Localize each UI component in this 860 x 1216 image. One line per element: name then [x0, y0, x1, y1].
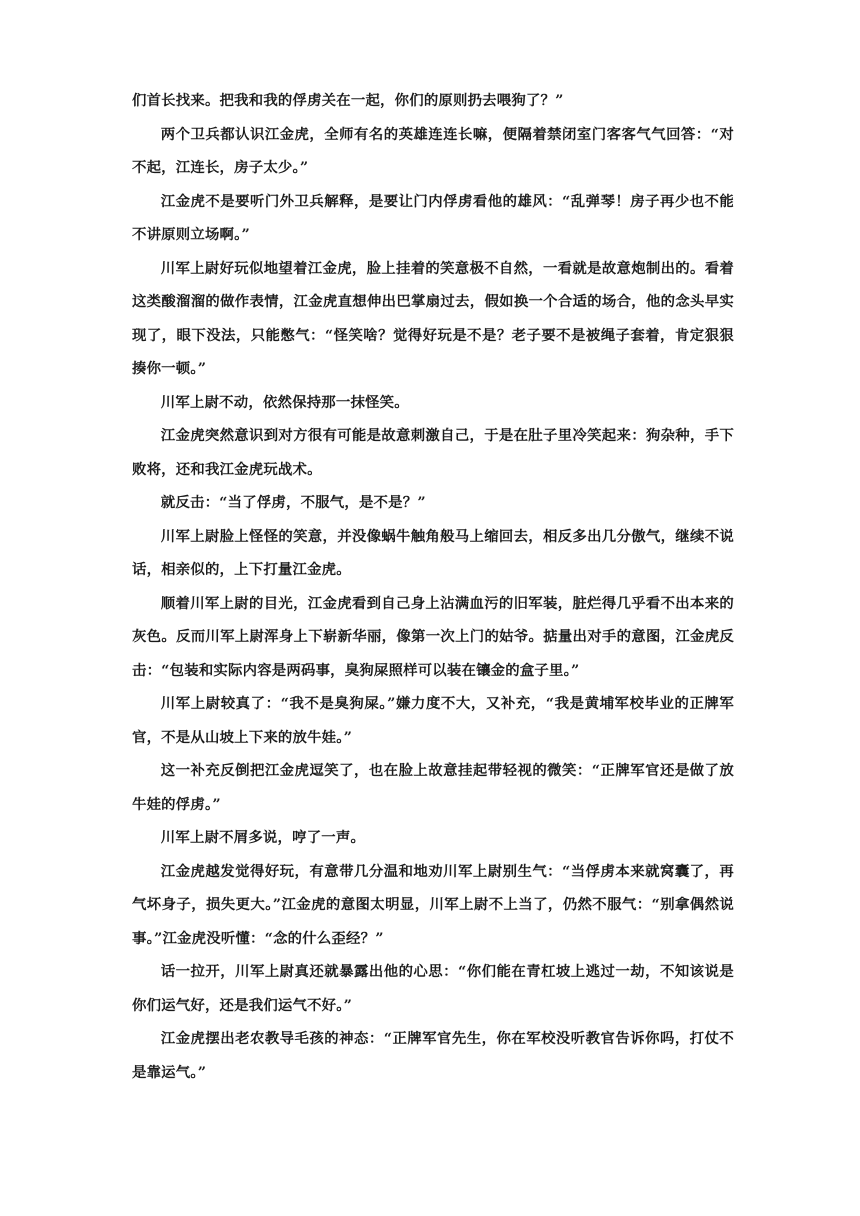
paragraph-11: 这一补充反倒把江金虎逗笑了，也在脸上故意挂起带轻视的微笑：“正牌军官还是做了放牛娃的俘虏。”	[132, 762, 734, 813]
paragraph-8: 川军上尉脸上怪怪的笑意，并没像蜗牛触角般马上缩回去，相反多出几分傲气，继续不说话，相亲似的，上下打量江金虎。	[132, 527, 734, 578]
paragraph-15: 江金虎摆出老农教导毛孩的神态：“正牌军官先生，你在军校没听教官告诉你吗，打仗不是靠运气。”	[132, 1030, 734, 1081]
paragraph-7: 就反击：“当了俘虏，不服气，是不是？”	[160, 494, 426, 511]
paragraph-13: 江金虎越发觉得好玩，有意带几分温和地劝川军上尉别生气：“当俘虏本来就窝囊了，再气坏身子，损失更大。”江金虎的意图太明显，川军上尉不上当了，仍然不服气：“别拿偶然说事。”江金虎没听懂：“念的什么歪经？”	[132, 862, 734, 947]
paragraph-1: 们首长找来。把我和我的俘虏关在一起，你们的原则扔去喂狗了？”	[132, 92, 564, 109]
paragraph-14: 话一拉开，川军上尉真还就暴露出他的心思：“你们能在青杠坡上逃过一劫，不知该说是你们运气好，还是我们运气不好。”	[132, 963, 734, 1014]
paragraph-3: 江金虎不是要听门外卫兵解释，是要让门内俘虏看他的雄风：“乱弹琴！房子再少也不能不讲原则立场啊。”	[132, 192, 734, 243]
paragraph-9: 顺着川军上尉的目光，江金虎看到自己身上沾满血污的旧军装，脏烂得几乎看不出本来的灰色。反而川军上尉浑身上下崭新华丽，像第一次上门的姑爷。掂量出对手的意图，江金虎反击：“包装和实际内容是两码事，臭狗屎照样可以装在镶金的盒子里。”	[132, 594, 734, 679]
paragraph-5: 川军上尉不动，依然保持那一抹怪笑。	[160, 393, 409, 411]
paragraph-2: 两个卫兵都认识江金虎，全师有名的英雄连连长嘛，便隔着禁闭室门客客气气回答：“对不起，江连长，房子太少。”	[132, 125, 734, 176]
paragraph-12: 川军上尉不屑多说，哼了一声。	[160, 829, 366, 846]
paragraph-6: 江金虎突然意识到对方很有可能是故意刺激自己，于是在肚子里冷笑起来：狗杂种，手下败将，还和我江金虎玩战术。	[132, 427, 734, 478]
paragraph-4: 川军上尉好玩似地望着江金虎，脸上挂着的笑意极不自然，一看就是故意炮制出的。看着这类酸溜溜的做作表情，江金虎直想伸出巴掌扇过去，假如换一个合适的场合，他的念头早实现了，眼下没法，只能憋气：“怪笑啥？觉得好玩是不是？老子要不是被绳子套着，肯定狠狠揍你一顿。”	[132, 259, 734, 377]
paragraph-10: 川军上尉较真了：“我不是臭狗屎。”嫌力度不大，又补充，“我是黄埔军校毕业的正牌军官，不是从山坡上下来的放牛娃。”	[132, 695, 734, 746]
